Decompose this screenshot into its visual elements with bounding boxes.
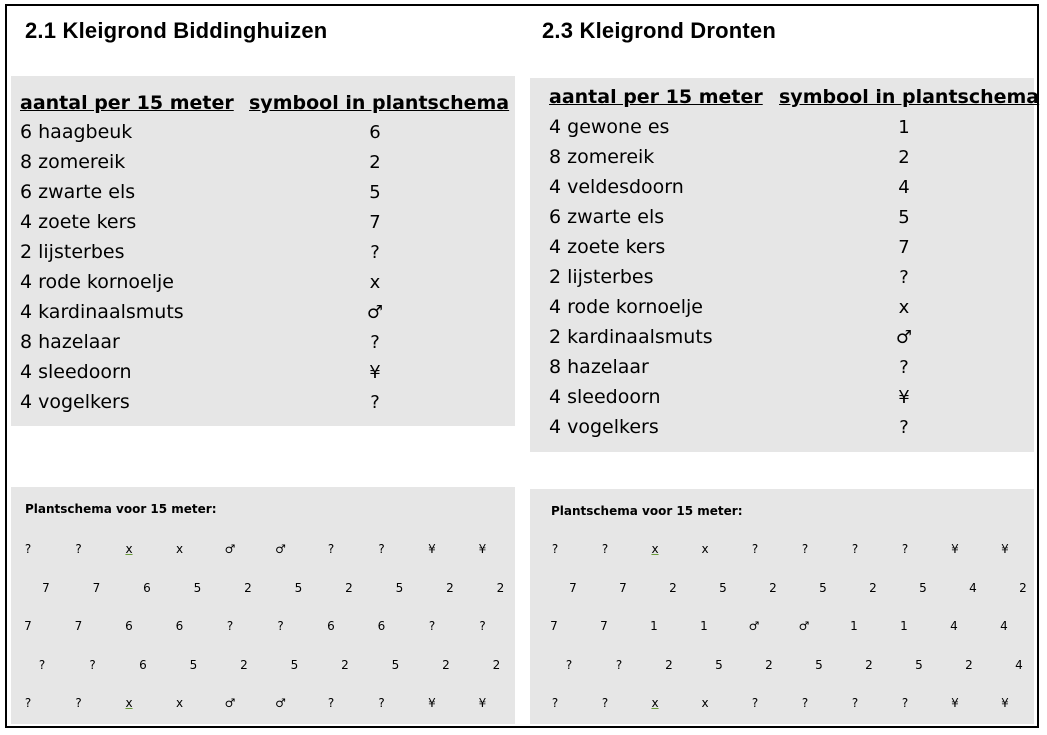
schema-cell: 5 [919, 580, 927, 595]
schema-cell: 2 [1019, 580, 1027, 595]
schema-cell: ? [551, 542, 559, 556]
schema-cell: ¥ [478, 542, 487, 556]
schema-cell: 5 [719, 580, 727, 595]
species-symbol: 6 [369, 122, 381, 143]
species-symbol: ? [370, 332, 380, 353]
species-symbol: ¥ [898, 387, 910, 408]
schema-cell: ¥ [478, 696, 487, 710]
schema-cell: ¥ [428, 696, 436, 710]
species-symbol: ? [370, 392, 380, 413]
schema-cell: ? [551, 696, 559, 710]
schema-cell: x [175, 696, 184, 710]
schema-cell: ? [751, 696, 759, 710]
schema-cell: ? [24, 696, 32, 710]
species-symbol: ♂ [895, 327, 913, 348]
schema-cell: ¥ [951, 696, 959, 710]
schema-cell: ? [615, 657, 623, 672]
schema-cell: 1 [900, 619, 908, 633]
schema-cell: 1 [700, 619, 708, 633]
schema-cell: 1 [850, 619, 858, 633]
schema-cell: 6 [327, 619, 335, 633]
schema-cell: 2 [442, 657, 450, 672]
schema-cell: 5 [395, 580, 404, 595]
species-symbol: 7 [898, 237, 910, 258]
schema-cell: 7 [600, 619, 608, 633]
schema-cell: 2 [345, 580, 353, 595]
species-name: 2 lijsterbes [20, 241, 125, 263]
species-symbol: ¥ [369, 362, 381, 383]
species-name: 2 lijsterbes [549, 266, 654, 288]
species-symbol: ♂ [366, 302, 384, 323]
left-title: 2.1 Kleigrond Biddinghuizen [25, 18, 328, 43]
schema-cell: x [651, 542, 659, 556]
right-header-count: aantal per 15 meter [549, 86, 763, 108]
left-schema-box [11, 487, 515, 724]
schema-cell: ? [565, 657, 573, 672]
schema-cell: 1 [650, 619, 658, 633]
schema-cell: ¥ [428, 542, 436, 556]
schema-cell: ? [801, 696, 809, 710]
species-name: 8 hazelaar [549, 356, 649, 378]
species-name: 8 zomereik [20, 151, 126, 173]
schema-cell: 6 [377, 619, 386, 633]
species-name: 4 vogelkers [549, 416, 659, 438]
species-name: 6 zwarte els [549, 206, 665, 228]
right-title: 2.3 Kleigrond Dronten [542, 18, 776, 43]
species-name: 8 zomereik [549, 146, 655, 168]
schema-cell: 2 [446, 580, 454, 595]
schema-cell: ♂ [224, 542, 236, 556]
schema-cell: ? [327, 696, 335, 710]
schema-cell: 2 [865, 657, 873, 672]
schema-cell: ? [277, 619, 284, 633]
schema-cell: ? [327, 542, 335, 556]
species-symbol: ? [899, 417, 909, 438]
left-header-count: aantal per 15 meter [20, 92, 234, 114]
schema-cell: ? [801, 542, 809, 556]
species-name: 4 zoete kers [20, 211, 137, 233]
schema-cell: ? [479, 619, 486, 633]
schema-cell: 7 [42, 580, 50, 595]
left-schema-title: Plantschema voor 15 meter: [25, 502, 217, 516]
schema-cell: ♂ [748, 619, 760, 633]
species-symbol: 7 [369, 212, 381, 233]
schema-cell: ? [226, 619, 234, 633]
schema-cell: ? [75, 542, 82, 556]
species-symbol: ? [370, 242, 380, 263]
species-symbol: 2 [369, 152, 381, 173]
schema-cell: ? [851, 542, 859, 556]
schema-cell: x [125, 696, 133, 710]
species-symbol: 4 [898, 177, 910, 198]
species-name: 6 haagbeuk [20, 121, 133, 143]
schema-cell: 5 [193, 580, 202, 595]
schema-cell: ? [901, 542, 909, 556]
schema-cell: 2 [665, 657, 673, 672]
schema-cell: ♂ [224, 696, 236, 710]
schema-cell: 4 [969, 580, 977, 595]
schema-cell: ? [901, 696, 909, 710]
schema-cell: ? [89, 657, 96, 672]
schema-cell: 6 [175, 619, 184, 633]
schema-cell: 7 [550, 619, 558, 633]
species-name: 4 zoete kers [549, 236, 666, 258]
left-species-table [11, 76, 515, 426]
schema-cell: 5 [819, 580, 827, 595]
species-symbol: x [898, 297, 910, 318]
schema-cell: x [701, 696, 709, 710]
schema-cell: ¥ [951, 542, 959, 556]
schema-cell: 5 [189, 657, 198, 672]
schema-cell: x [651, 696, 659, 710]
right-species-table [530, 78, 1040, 452]
species-symbol: x [369, 272, 381, 293]
schema-cell: ¥ [1001, 696, 1009, 710]
schema-cell: ♂ [275, 696, 286, 710]
right-header-symbol: symbool in plantschema [779, 86, 1040, 108]
species-name: 4 rode kornoelje [549, 296, 703, 318]
species-name: 4 vogelkers [20, 391, 130, 413]
schema-cell: 2 [869, 580, 877, 595]
species-name: 4 veldesdoorn [549, 176, 684, 198]
species-name: 4 kardinaalsmuts [20, 301, 184, 323]
schema-cell: x [701, 542, 709, 556]
schema-cell: ? [378, 696, 385, 710]
schema-cell: ? [601, 542, 609, 556]
schema-cell: ? [378, 542, 385, 556]
schema-cell: 2 [669, 580, 677, 595]
schema-cell: ? [601, 696, 609, 710]
species-name: 8 hazelaar [20, 331, 120, 353]
schema-cell: 5 [715, 657, 723, 672]
schema-cell: ? [851, 696, 859, 710]
schema-cell: ? [428, 619, 436, 633]
schema-cell: 4 [1015, 657, 1023, 672]
species-name: 2 kardinaalsmuts [549, 326, 713, 348]
schema-cell: 5 [294, 580, 303, 595]
species-symbol: 1 [898, 117, 910, 138]
schema-cell: 5 [915, 657, 923, 672]
schema-cell: 7 [92, 580, 101, 595]
left-header-symbol: symbool in plantschema [249, 92, 510, 114]
species-symbol: ? [899, 357, 909, 378]
schema-cell: 2 [965, 657, 973, 672]
species-symbol: ? [899, 267, 909, 288]
schema-cell: 7 [74, 619, 83, 633]
species-name: 4 rode kornoelje [20, 271, 174, 293]
right-schema-box [530, 489, 1034, 724]
schema-cell: ♂ [275, 542, 286, 556]
species-name: 4 gewone es [549, 116, 670, 138]
schema-cell: 4 [950, 619, 958, 633]
schema-cell: 5 [815, 657, 823, 672]
schema-cell: 2 [496, 580, 505, 595]
schema-cell: 7 [24, 619, 32, 633]
schema-cell: ♂ [798, 619, 810, 633]
schema-cell: 2 [769, 580, 777, 595]
species-name: 6 zwarte els [20, 181, 136, 203]
schema-cell: x [125, 542, 133, 556]
schema-cell: 2 [492, 657, 501, 672]
schema-cell: 6 [143, 580, 151, 595]
schema-cell: ? [38, 657, 46, 672]
schema-cell: 6 [125, 619, 133, 633]
species-name: 4 sleedoorn [549, 386, 661, 408]
schema-cell: 7 [619, 580, 627, 595]
species-symbol: 5 [369, 182, 381, 203]
schema-cell: 2 [244, 580, 252, 595]
species-symbol: 2 [898, 147, 910, 168]
schema-cell: ¥ [1001, 542, 1009, 556]
schema-cell: 2 [240, 657, 248, 672]
schema-cell: 5 [290, 657, 299, 672]
species-symbol: 5 [898, 207, 910, 228]
schema-cell: 6 [139, 657, 147, 672]
schema-cell: ? [24, 542, 32, 556]
schema-cell: 5 [391, 657, 400, 672]
schema-cell: 7 [569, 580, 577, 595]
schema-cell: 2 [341, 657, 349, 672]
schema-cell: ? [751, 542, 759, 556]
schema-cell: ? [75, 696, 82, 710]
schema-cell: 2 [765, 657, 773, 672]
schema-cell: 4 [1000, 619, 1008, 633]
species-name: 4 sleedoorn [20, 361, 132, 383]
schema-cell: x [175, 542, 184, 556]
right-schema-title: Plantschema voor 15 meter: [551, 504, 743, 518]
